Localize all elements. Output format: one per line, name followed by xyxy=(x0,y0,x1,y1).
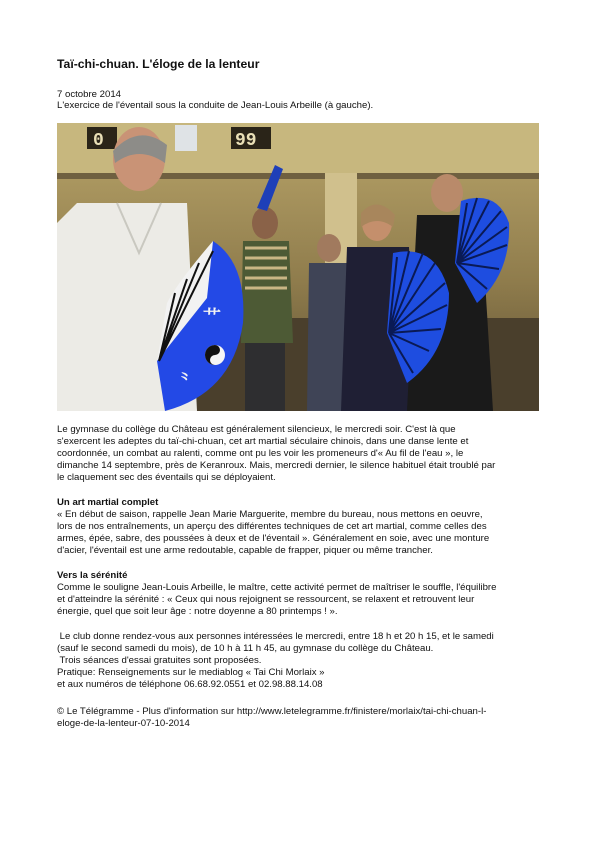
svg-text:⺾: ⺾ xyxy=(203,307,221,328)
paragraph-line: lors de nos entraînements, un aperçu des différentes techniques de cet art martial, comme celles des xyxy=(57,521,487,533)
paragraph-line: d'acier, l'éventail est une arme redoutable, capable de frapper, piquer ou même trancher. xyxy=(57,545,433,557)
section-heading: Un art martial complet xyxy=(57,497,159,508)
paragraph-line: et d'atteindre la sérénité : « Ceux qui nous rejoignent se ressourcent, se relaxent et retrouvent leur xyxy=(57,594,475,606)
article-paragraph-1 xyxy=(57,424,539,484)
paragraph-line: Comme le souligne Jean-Louis Arbeille, le maître, cette activité permet de maîtriser le souffle, l'équilibre xyxy=(57,582,497,594)
photo-caption: L'exercice de l'éventail sous la conduite de Jean-Louis Arbeille (à gauche). xyxy=(57,100,374,111)
paragraph-line: Le gymnase du collège du Château est généralement silencieux, le mercredi soir. C'est là que xyxy=(57,424,456,435)
paragraph-line: et aux numéros de téléphone 06.68.92.0551 et 02.98.88.14.08 xyxy=(57,679,323,691)
paragraph-line: dimanche 14 septembre, près de Keranroux. Mais, mercredi dernier, le silence habituel était troublé par xyxy=(57,460,496,472)
svg-text:⺀: ⺀ xyxy=(177,370,194,389)
paragraph-line: s'exercent les adeptes du taï-chi-chuan, cet art martial séculaire chinois, dans une danse lente et xyxy=(57,436,469,448)
paragraph-line: Trois séances d'essai gratuites sont proposées. xyxy=(57,655,262,667)
section-art-martial xyxy=(57,497,539,557)
article-title: Taï-chi-chuan. L'éloge de la lenteur xyxy=(57,57,260,71)
paragraph-line: « En début de saison, rappelle Jean Marie Marguerite, membre du bureau, nous mettons en oeuvre, xyxy=(57,509,483,521)
copyright-notice xyxy=(57,706,539,730)
paragraph-line: armes, épée, sabre, des poussées à deux et de l'éventail ». Généralement en soie, avec une monture xyxy=(57,533,490,545)
section-serenite xyxy=(57,570,539,618)
copyright-line: eloge-de-la-lenteur-07-10-2014 xyxy=(57,718,190,730)
section-heading: Vers la sérénité xyxy=(57,570,128,581)
article-date: 7 octobre 2014 xyxy=(57,89,122,100)
scoreboard-left: 0 xyxy=(93,131,104,151)
scoreboard-right: 99 xyxy=(235,131,257,151)
article-photo xyxy=(57,123,539,411)
paragraph-line: Le club donne rendez-vous aux personnes intéressées le mercredi, entre 18 h et 20 h 15, et le samedi xyxy=(57,631,494,642)
paragraph-line: le claquement sec des éventails qui se déployaient. xyxy=(57,472,276,484)
club-info xyxy=(57,631,539,691)
paragraph-line: énergie, quel que soit leur âge : notre doyenne a 80 printemps ! ». xyxy=(57,606,338,618)
paragraph-line: (sauf le second samedi du mois), de 10 h à 11 h 45, au gymnase du collège du Château. xyxy=(57,643,434,655)
copyright-line: © Le Télégramme - Plus d'information sur http://www.letelegramme.fr/finistere/morlaix/tai-chi-chuan-l- xyxy=(57,706,487,717)
paragraph-line: Pratique: Renseignements sur le mediablog « Tai Chi Morlaix » xyxy=(57,667,325,679)
paragraph-line: coordonnée, un combat au ralenti, comme ont pu les voir les promeneurs d'« Au fil de l'eau », le xyxy=(57,448,464,460)
